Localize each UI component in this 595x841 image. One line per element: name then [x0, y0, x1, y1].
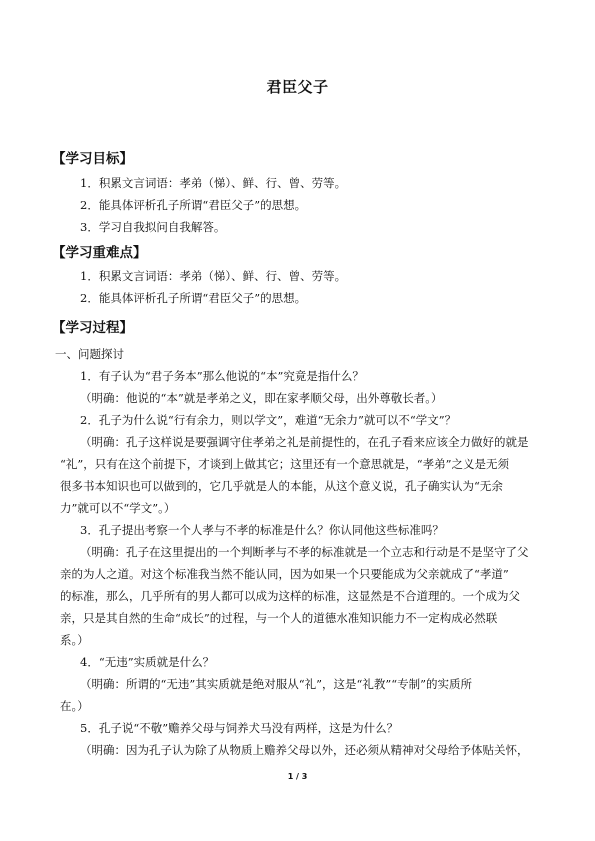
question-line: 2．孔子为什么说“行有余力，则以学文”，难道“无余力”就可以不“学文”？ — [80, 413, 457, 427]
answer-line: （明确：所谓的“无违”其实质就是绝对服从“礼”，这是“礼教”“专制”的实质所 — [80, 677, 473, 691]
answer-line: “礼”，只有在这个前提下，才谈到上做其它；这里还有一个意思就是，“孝弟”之义是无须 — [60, 457, 510, 471]
answer-line: （明确：孔子这样说是要强调守住孝弟之礼是前提性的，在孔子看来应该全力做好的就是 — [80, 435, 529, 449]
question-line: 4．“无违”实质就是什么？ — [80, 655, 215, 669]
section-heading-process: 【学习过程】 — [52, 320, 133, 336]
section-heading-key-points: 【学习重难点】 — [52, 245, 147, 261]
answer-line: 的标准，那么，几乎所有的男人都可以成为这样的标准，这显然是不合道理的。一个成为父 — [60, 589, 520, 603]
answer-line: （明确：孔子在这里提出的一个判断孝与不孝的标准就是一个立志和行动是不是坚守了父 — [80, 545, 529, 559]
answer-line: 亲，只是其自然的生命“成长”的过程，与一个人的道德水准知识能力不一定构成必然联 — [60, 611, 498, 625]
answer-line: 亲的为人之道。对这个标准我当然不能认同，因为如果一个只要能成为父亲就成了“孝道” — [60, 567, 509, 581]
answer-line: 很多书本知识也可以做到的，它几乎就是人的本能，从这个意义说，孔子确实认为“无余 — [60, 479, 503, 493]
process-subheading: 一、问题探讨 — [55, 347, 124, 361]
goal-item: 2．能具体评析孔子所谓“君臣父子”的思想。 — [80, 198, 307, 212]
answer-line: 在。） — [60, 699, 89, 713]
question-line: 5．孔子说“不敬”赡养父母与饲养犬马没有两样，这是为什么？ — [80, 721, 399, 735]
answer-line: 系。） — [60, 633, 89, 647]
question-line: 1．有子认为“君子务本”那么他说的“本”究竟是指什么？ — [80, 369, 364, 383]
goal-item: 1．积累文言词语：孝弟（悌）、鲜、行、曾、劳等。 — [80, 176, 347, 190]
key-point-item: 2．能具体评析孔子所谓“君臣父子”的思想。 — [80, 291, 307, 305]
answer-line: 力”就可以不“学文”。） — [60, 501, 176, 515]
question-line: 3．孔子提出考察一个人孝与不孝的标准是什么？你认同他这些标准吗？ — [80, 523, 444, 537]
page-number: 1 / 3 — [287, 772, 308, 781]
page-title: 君臣父子 — [266, 78, 329, 96]
key-point-item: 1．积累文言词语：孝弟（悌）、鲜、行、曾、劳等。 — [80, 269, 347, 283]
goal-item: 3．学习自我拟问自我解答。 — [80, 220, 226, 234]
answer-line: （明确：他说的“本”就是孝弟之义，即在家孝顺父母，出外尊敬长者。） — [80, 391, 443, 405]
answer-line: （明确：因为孔子认为除了从物质上赡养父母以外，还必须从精神对父母给予体贴关怀， — [80, 743, 529, 757]
section-heading-goals: 【学习目标】 — [52, 151, 133, 167]
